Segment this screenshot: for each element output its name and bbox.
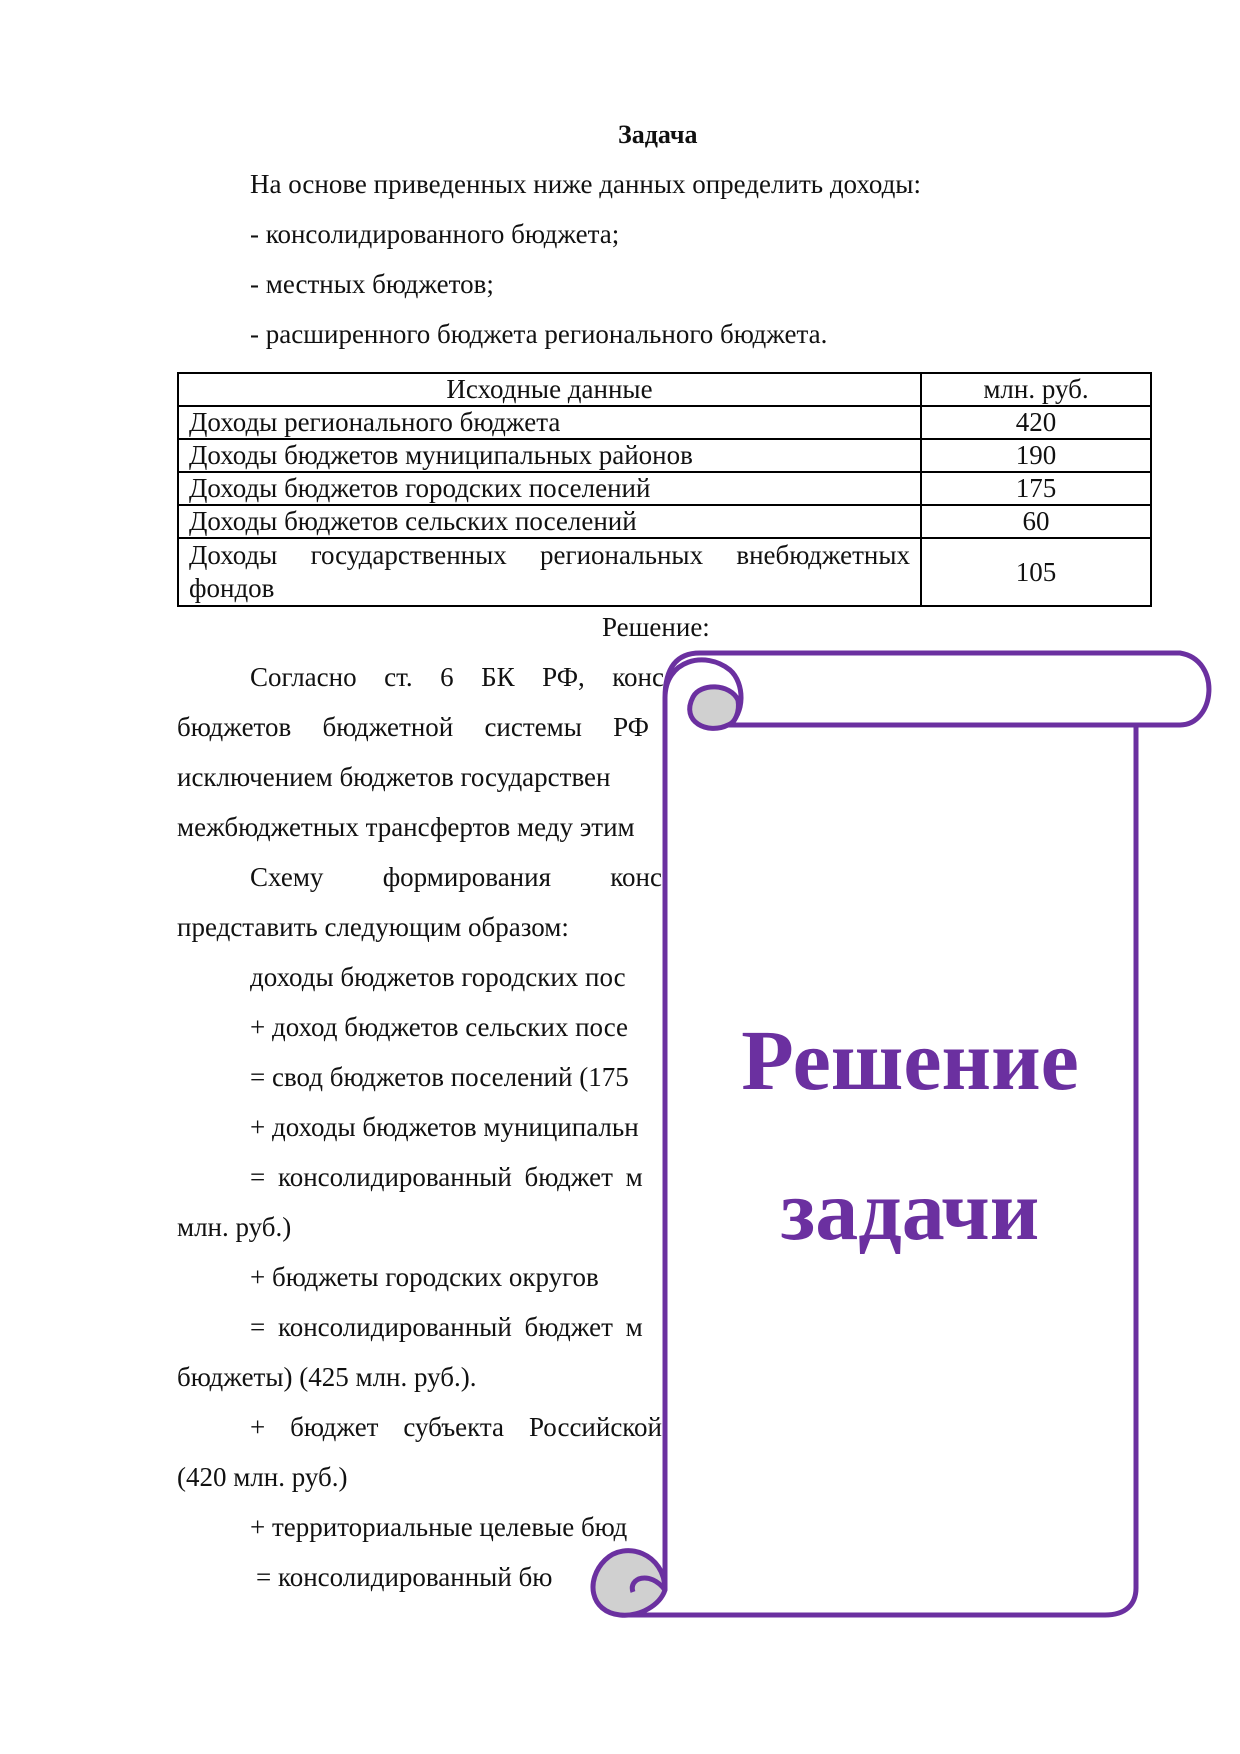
word: +: [250, 1412, 266, 1442]
row-name: Доходы бюджетов муниципальных районов: [178, 439, 921, 472]
scroll-title-line2: задачи: [780, 1162, 1040, 1258]
row-name-word: региональных: [540, 540, 704, 570]
row-name: Доходы бюджетов городских поселений: [178, 472, 921, 505]
solution-step: = консолидированный бюджет м: [250, 1312, 643, 1342]
word: бюджет: [290, 1412, 379, 1442]
solution-heading: Решение:: [602, 612, 710, 642]
solution-step: = свод бюджетов поселений (175: [250, 1062, 629, 1092]
solution-step-cont: бюджеты) (425 млн. руб.).: [177, 1362, 477, 1392]
word: РФ,: [542, 662, 585, 692]
solution-step: = консолидированный бю: [256, 1562, 553, 1592]
solution-p1-line4: межбюджетных трансфертов меду этим: [177, 812, 635, 842]
solution-step: доходы бюджетов городских пос: [250, 962, 626, 992]
word: субъекта: [403, 1412, 505, 1442]
solution-p1-line3: исключением бюджетов государствен: [177, 762, 611, 792]
column-header: млн. руб.: [921, 373, 1151, 406]
word: системы: [484, 712, 582, 742]
word: конс: [612, 662, 664, 692]
row-value: 60: [921, 505, 1151, 538]
row-name: Доходы бюджетов сельских поселений: [178, 505, 921, 538]
word: 6: [440, 662, 454, 692]
task-item: - расширенного бюджета регионального бюджета.: [250, 319, 828, 349]
column-header: Исходные данные: [178, 373, 921, 406]
task-item: - местных бюджетов;: [250, 269, 494, 299]
word: БК: [481, 662, 515, 692]
row-name-word: внебюджетных: [736, 540, 910, 570]
word: формирования: [382, 862, 552, 892]
row-name-word: Доходы: [189, 540, 278, 570]
word: бюджетов: [177, 712, 292, 742]
scroll-title-line1: Решение: [741, 1012, 1079, 1108]
solution-p2-line2: представить следующим образом:: [177, 912, 569, 942]
word: Схему: [250, 862, 324, 892]
row-value: 190: [921, 439, 1151, 472]
task-title: Задача: [618, 120, 698, 149]
solution-step: + бюджеты городских округов: [250, 1262, 599, 1292]
word: конс: [610, 862, 662, 892]
solution-step-cont: (420 млн. руб.): [177, 1462, 348, 1492]
solution-step: + территориальные целевые бюд: [250, 1512, 628, 1542]
word: ст.: [384, 662, 413, 692]
solution-step: + доход бюджетов сельских посе: [250, 1012, 629, 1042]
row-name: Доходы регионального бюджета: [178, 406, 921, 439]
row-value: 420: [921, 406, 1151, 439]
solution-step: + доходы бюджетов муниципальн: [250, 1112, 639, 1142]
row-name-cont: фондов: [189, 573, 275, 603]
word: Российской: [528, 1412, 662, 1442]
row-value: 175: [921, 472, 1151, 505]
word: бюджетной: [322, 712, 454, 742]
row-name-word: государственных: [310, 540, 507, 570]
solution-step-cont: млн. руб.): [177, 1212, 292, 1242]
solution-step: = консолидированный бюджет м: [250, 1162, 643, 1192]
task-item: - консолидированного бюджета;: [250, 219, 620, 249]
word: Согласно: [250, 662, 357, 692]
task-intro: На основе приведенных ниже данных определить доходы:: [250, 169, 921, 199]
word: РФ: [613, 712, 649, 742]
row-value: 105: [921, 538, 1151, 606]
